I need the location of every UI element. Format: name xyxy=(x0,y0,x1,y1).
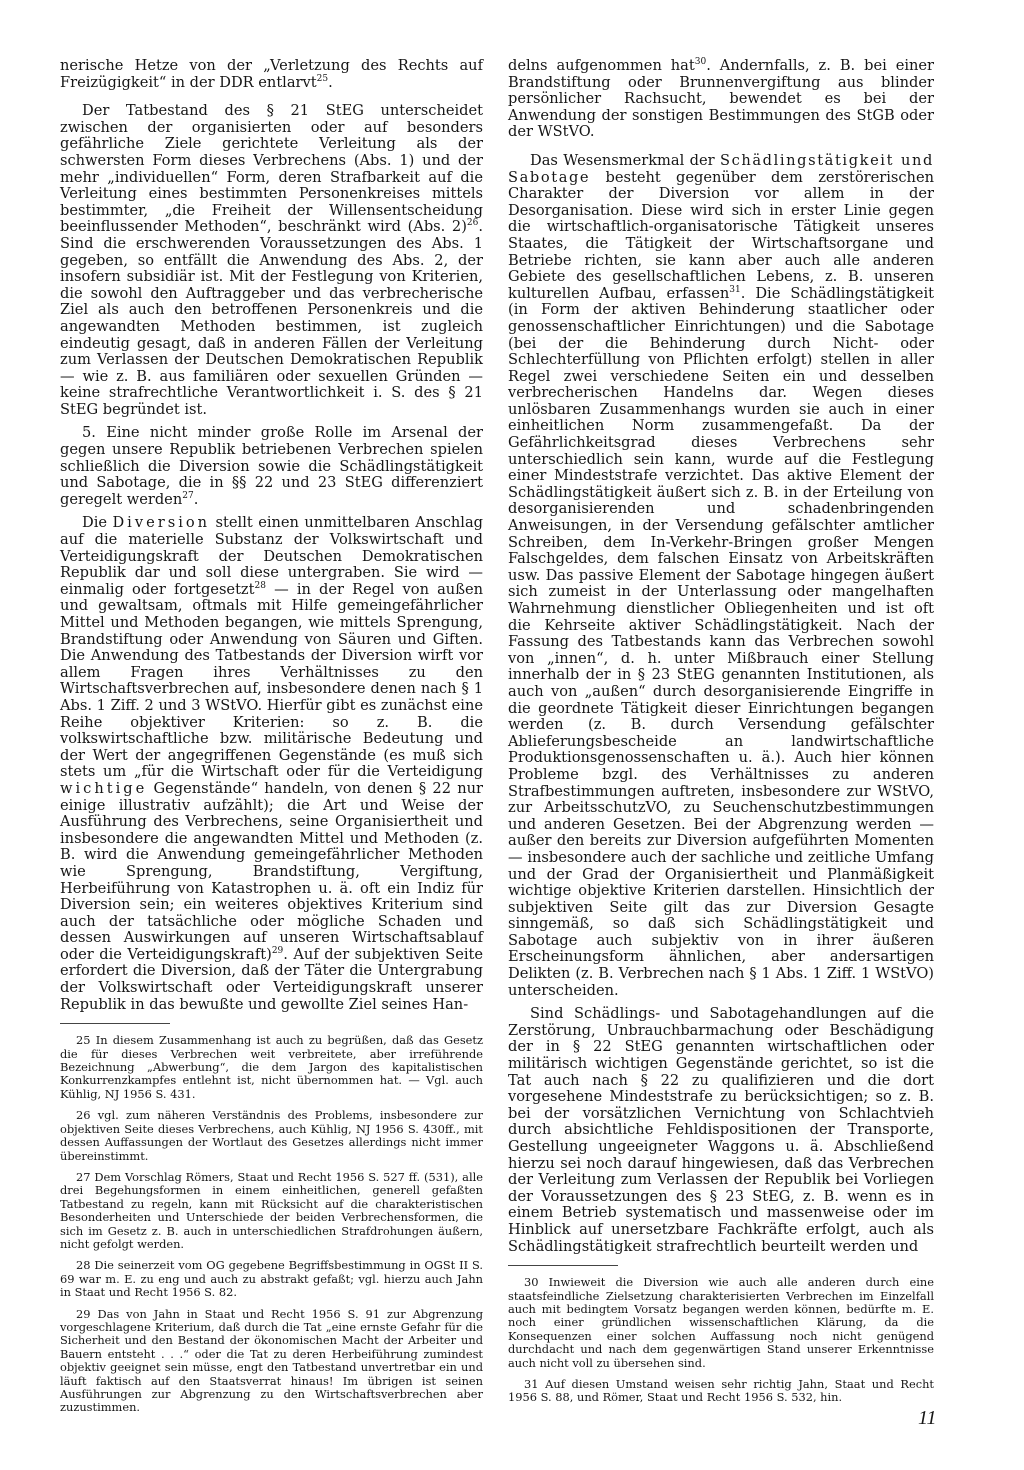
footnote xyxy=(60,1034,483,1101)
text-run: — in der Regel von außen und gewaltsam, oftmals mit Hilfe gemeingefährlicher Mittel und Methoden begangen, wie mittels Sprengung, Brandstiftung oder Anwendung von Säuren und Giften. Die Anwendung des Tatbestands der Diversion wirft vor allem Fragen ihres Verhältnisses zu den Wirtschaftsverbrechen auf, insbesondere denen nach § 1 Abs. 1 Ziff. 2 und 3 WStVO. Hierfür gibt es zunächst eine Reihe objektiver Kriterien: so z. B. die volkswirtschaftliche bzw. militärische Bedeutung und der Wert der angegriffenen Gegenstände (es muß sich stets um „für die Wirtschaft oder für die Verteidigung xyxy=(60,580,483,781)
spaced-term: Diversion xyxy=(112,514,211,532)
text-run: Der Tatbestand des § 21 StEG unterscheidet zwischen der organisierten oder auf besonders gefährliche Ziele gerichtete Verleitung als der schwersten Form dieses Verbrechens (Abs. 1) und der mehr „individuellen“ Form, deren Strafbarkeit auf die Verleitung eines bestimmten Personenkreises mittels bestimmter, „die Freiheit der Willensentscheidung beeinflussender Methoden“, beschränkt wird (Abs. 2) xyxy=(60,102,483,236)
footnote-text: Inwieweit die Diversion wie auch alle anderen durch eine staatsfeindliche Zielsetzung charakterisierten Verbrechen im Einzelfall auch mit bedingtem Vorsatz begangen werden können, bedürfte m. E. noch einer gründlichen wissenschaftlichen Klärung, da die Konsequenzen einer solchen Auffassung noch nicht genügend durchdacht und nach dem gegenwärtigen Stand unserer Erkenntnisse auch nicht voll zu übersehen sind. xyxy=(508,1275,934,1370)
footnote xyxy=(60,1259,483,1299)
text-run: . xyxy=(193,490,199,508)
footnote-number: 29 xyxy=(76,1306,91,1321)
paragraph-diversion xyxy=(60,515,483,1013)
footnote-ref[interactable]: 25 xyxy=(316,73,329,84)
text-run: Sind Schädlings- und Sabotagehandlungen auf die Zerstörung, Unbrauchbarmachung oder Beschädigung der in § 22 StEG genannten wirtschaftlichen oder militärisch wichtigen Gegenstände gerichtet, so ist die Tat auch nach § 22 zu qualifizieren und die dort vorgesehene Mindeststrafe zu berücksichtigen; so z. B. bei der vorsätzlichen Vernichtung von Schlachtvieh durch absichtliche Fehldispositionen der Transporte, Gestellung ungeeigneter Waggons u. ä. Abschließend hierzu sei noch darauf hingewiesen, daß das Verbrechen der Verleitung zum Verlassen der Republik bei Vorliegen der Voraussetzungen des § 23 StEG, z. B. wenn es in einem Betrieb systematisch und massenweise oder im Hinblick auf unersetzbare Fachkräfte erfolgt, auch als Schädlingstätigkeit strafrechtlich beurteilt werden und xyxy=(508,1005,934,1255)
footnote-number: 26 xyxy=(76,1108,91,1123)
paragraph-schaedlingstaetigkeit xyxy=(508,153,934,999)
footnote-divider xyxy=(60,1023,170,1024)
text-run: . xyxy=(328,73,333,91)
footnote-divider xyxy=(508,1265,618,1266)
paragraph-continuation xyxy=(60,58,483,91)
text-run: . Die Schädlingstätigkeit (in Form der aktiven Behinderung staatlicher oder genossenschaftlicher Einrichtungen) und die Sabotage (bei der die Behinderung durch Nicht- oder Schlechterfüllung von Pflichten erfolgt) stellen in aller Regel zwei verschiedene Seiten ein und desselben verbrecherischen Handelns dar. Wegen dieses unlösbaren Zusammenhangs wurden sie auch in einer einheitlichen Norm zusammengefaßt. Da der Gefährlichkeitsgrad dieses Verbrechens sehr unterschiedlich sein kann, wurde auf die Festlegung einer Mindeststrafe verzichtet. Das aktive Element der Schädlingstätigkeit äußert sich z. B. in der Erteilung von desorganisierenden und schadenbringenden Anweisungen, in der Versendung gefälschter amtlicher Schreiben, dem In-Verkehr-Bringen großer Mengen Falschgeldes, dem falschen Einsatz von Arbeitskräften usw. Das passive Element der Sabotage hingegen äußert sich zumeist in der Unterlassung oder mangelhaften Wahrnehmung dienstlicher Obliegenheiten und ist oft die Kehrseite aktiver Schädlingstätigkeit. Nach der Fassung des Tatbestands kann das Verbrechen sowohl von „innen“, d. h. unter Mißbrauch einer Stellung innerhalb der in § 23 StEG genannten Institutionen, als auch von „außen“ durch desorganisierende Eingriffe in die geordnete Tätigkeit dieser Einrichtungen begangen werden (z. B. durch Versendung gefälschter Ablieferungsbescheide an landwirtschaftliche Produktionsgenossenschaften u. ä.). Auch hier können Probleme bzgl. des Verhältnisses zu anderen Strafbestimmungen auftreten, insbesondere zur WStVO, zur ArbeitsschutzVO, zu Seuchenschutzbestimmungen und anderen Gesetzen. Bei der Abgrenzung werden — außer den bereits zur Diversion aufgeführten Momenten — insbesondere auch der sachliche und zeitliche Umfang und der Grad der Organisiertheit und Planmäßigkeit wichtige objektive Kriterien darstellen. Hinsichtlich der subjektiven Seite gilt das zur Diversion Gesagte sinngemäß, so daß sich Schädlingstätigkeit und Sabotage auch subjektiv von in ihrer äußeren Erscheinungsform ähnlichen, aber andersartigen Delikten (z. B. Verbrechen nach § 1 Abs. 1 Ziff. 1 WStVO) unterscheiden. xyxy=(508,284,934,999)
right-body-text xyxy=(508,58,934,1255)
right-column xyxy=(508,58,934,1413)
footnote xyxy=(60,1308,483,1415)
footnote xyxy=(60,1171,483,1251)
text-run: delns aufgenommen hat xyxy=(508,57,695,74)
footnote xyxy=(508,1276,934,1370)
footnote-ref[interactable]: 26 xyxy=(466,218,479,229)
footnote-text: Auf diesen Umstand weisen sehr richtig Jahn, Staat und Recht 1956 S. 88, und Römer, Staat und Recht 1956 S. 532, hin. xyxy=(508,1377,934,1405)
footnote-text: vgl. zum näheren Verständnis des Problems, insbesondere zur objektiven Seite dieses Verbrechens, auch Kühlig, NJ 1956 S. 430ff., mit dessen Auffassungen der Wortlaut des Gesetzes allerdings nicht immer übereinstimmt. xyxy=(60,1108,484,1163)
left-footnotes xyxy=(60,1034,483,1415)
footnote-ref[interactable]: 27 xyxy=(182,490,194,501)
footnote-number: 31 xyxy=(524,1377,539,1391)
footnote-text: Das von Jahn in Staat und Recht 1956 S. 91 zur Abgrenzung vorgeschlagene Kriterium, daß durch die Tat „eine ernste Gefahr für die Sicherheit und den Bestand der ökonomischen Macht der Arbeiter und Bauern entsteht . . .“ oder die Tat zu deren Herbeiführung zumindest objektiv geeignet sein müsse, engt den Tatbestand unvertretbar ein und läuft faktisch auf den Staatsverrat hinaus! Im übrigen ist seinen Ausführungen zur Abgrenzung zu den Wirtschaftsverbrechen aber zuzustimmen. xyxy=(60,1306,483,1415)
text-run: Das Wesensmerkmal der xyxy=(530,151,721,169)
paragraph-section-5 xyxy=(60,425,483,508)
footnote-ref[interactable]: 28 xyxy=(254,580,266,591)
left-body-text xyxy=(60,58,483,1013)
footnote-number: 27 xyxy=(76,1169,91,1184)
footnote-ref[interactable]: 30 xyxy=(694,57,707,68)
footnote-ref[interactable]: 29 xyxy=(271,946,284,957)
text-run: . Auf der subjektiven Seite erfordert die Diversion, daß der Täter die Untergrabung der Volkswirtschaft oder Verteidigungskraft unserer Republik in das bewußte und gewollte Ziel seines Han- xyxy=(60,945,484,1013)
text-run: . Sind die erschwerenden Voraussetzungen des Abs. 1 gegeben, so entfällt die Anwendung des Abs. 2, der insofern subsidiär ist. Mit der Festlegung von Kriterien, die sowohl den Auftraggeber und das verbrecherische Ziel als auch den betroffenen Personenkreis und die angewandten Methoden bestimmen, ist zugleich eindeutig gesagt, daß in anderen Fällen der Verleitung zum Verlassen der Deutschen Demokratischen Republik — wie z. B. aus familiären oder sexuellen Gründen — keine strafrechtliche Verantwortlichkeit i. S. des § 21 StEG begründet ist. xyxy=(60,218,483,418)
page-number: 11 xyxy=(918,1407,937,1429)
footnote-ref[interactable]: 31 xyxy=(729,284,741,295)
text-run: stellt einen unmittelbaren Anschlag auf die materielle Substanz der Volkswirtschaft und Verteidigungskraft der Deutschen Demokratischen Republik dar und soll diese untergraben. Sie wird — einmalig oder fortgesetzt xyxy=(60,514,483,598)
spaced-term: wichtige xyxy=(60,779,148,797)
footnote-text: Dem Vorschlag Römers, Staat und Recht 1956 S. 527 ff. (531), alle drei Begehungsformen in einem einheitlichen, generell gefaßten Tatbestand zu regeln, kann mit Rücksicht auf die charakteristischen Besonderheiten und Unterschiede der beiden Verbrechensformen, die sich im Gesetz z. B. auch in unterschiedlichen Strafdrohungen äußern, nicht gefolgt werden. xyxy=(60,1169,483,1251)
right-footnotes xyxy=(508,1276,934,1405)
footnote-text: Die seinerzeit vom OG gegebene Begriffsbestimmung in OGSt II S. 69 war m. E. zu eng und auch zu abstrakt gefaßt; vgl. hierzu auch Jahn in Staat und Recht 1956 S. 82. xyxy=(60,1258,483,1300)
text-run: Gegenstände“ handeln, von denen § 22 nur einige illustrativ aufzählt); die Art und Weise der Ausführung des Verbrechens, seine Organisiertheit und insbesondere die angewandten Mittel und Methoden (z. B. wird die Anwendung gemeingefährlicher Methoden wie Sprengung, Brandstiftung, Vergiftung, Herbeiführung von Katastrophen u. ä. oft ein Indiz für Diversion sein; ein weiteres objektives Kriterium sind auch der tatsächliche oder mögliche Schaden und dessen Auswirkungen auf unseren Wirtschaftsablauf oder die Verteidigungskraft) xyxy=(60,779,483,963)
text-run: nerische Hetze von der „Verletzung des Rechts auf Freizügigkeit“ in der DDR entlarvt xyxy=(60,57,483,91)
footnote xyxy=(60,1109,483,1163)
left-column xyxy=(60,58,483,1423)
footnote-number: 25 xyxy=(76,1033,91,1048)
paragraph-continuation xyxy=(508,58,934,141)
footnote-text: In diesem Zusammenhang ist auch zu begrüßen, daß das Gesetz die für dieses Verbrechen weit verbreitete, aber irreführende Bezeichnung „Abwerbung“, die dem Jargon des kapitalistischen Konkurrenzkampfes entlehnt ist, nicht übernommen hat. — Vgl. auch Kühlig, NJ 1956 S. 431. xyxy=(60,1033,483,1101)
footnote-number: 28 xyxy=(76,1258,91,1273)
text-run: Die xyxy=(82,514,113,532)
text-run: besteht gegenüber dem zerstörerischen Charakter der Diversion vor allem in der Desorganisation. Diese wird sich in erster Linie gegen die wirtschaftlich-organisatorische Tätigkeit unseres Staates, die Tätigkeit der Wirtschaftsorgane und Betriebe richten, sie kann aber auch alle anderen Gebiete des gesellschaftlichen Lebens, z. B. unseren kulturellen Aufbau, erfassen xyxy=(508,168,934,302)
text-run: . Andernfalls, z. B. bei einer Brandstiftung oder Brunnenvergiftung aus blinder persönlicher Rachsucht, bewendet es bei der Anwendung der sonstigen Bestimmungen des StGB oder der WStVO. xyxy=(508,57,935,141)
text-run: 5. Eine nicht minder große Rolle im Arsenal der gegen unsere Republik betriebenen Verbrechen spielen schließlich die Diversion sowie die Schädlingstätigkeit und Sabotage, die in §§ 22 und 23 StEG differenziert geregelt werden xyxy=(60,424,483,508)
spaced-term: Schädlingstätigkeit und Sabotage xyxy=(508,151,934,186)
paragraph-sabotagehandlungen xyxy=(508,1006,934,1255)
footnote xyxy=(508,1378,934,1405)
footnote-number: 30 xyxy=(524,1275,539,1290)
paragraph-tatbestand-21 xyxy=(60,103,483,418)
